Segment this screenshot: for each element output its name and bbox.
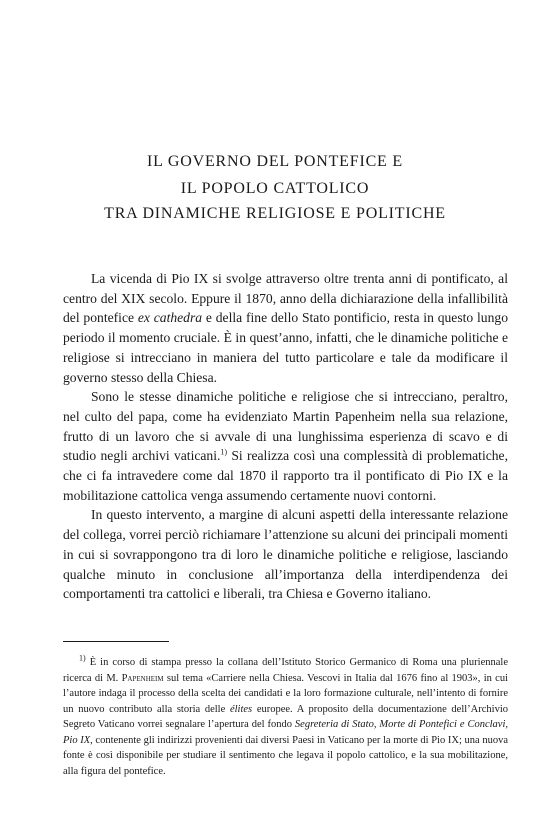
footnote-part-b: sul tema «Carriere nella Chiesa. Vescovi in Italia dal 1676 fino al 1903», in cui l’autore indaga il processo della scelta dei candidati e la loro formazione culturale, nell’intento di fornire un nuovo contributo alla storia delle — [63, 672, 509, 715]
footnote-part-a: È in corso di stampa presso la collana dell’Istituto Storico Germanico di Roma una pluriennale ricerca di M. — [63, 657, 508, 684]
footnote-part-f: , contenente gli indirizzi provenienti dai diversi Paesi in Vaticano per la morte di Pio IX; una nuova fonte è così disponibile per studiare il sentimento che legava il popolo cattolico, e la sua mobilitazione, alla figura del pontefice. — [63, 734, 508, 777]
footnote-italic-fondo: Segreteria di Stato, Morte di Pontefici e Conclavi, Pio IX — [63, 719, 508, 746]
title-line-2: IL POPOLO CATTOLICO — [180, 180, 370, 197]
footnote-part-d: europee. A proposito della documentazione dell’Archivio Segreto Vaticano vorrei segnalare l’apertura del fondo — [63, 703, 509, 730]
main-text — [63, 269, 508, 604]
title-line-3: TRA DINAMICHE RELIGIOSE E POLITICHE — [104, 205, 446, 222]
paragraph-2-part-a: Sono le stesse dinamiche politiche e religiose che si intrecciano, peraltro, nel culto del papa, come ha evidenziato Martin Papenheim nella sua relazione, frutto di un lavoro che si avvale di una lunghissima esperienza di scavo e di studio negli archivi vaticani. — [63, 389, 508, 464]
footnote — [63, 655, 508, 779]
paragraph-1-italic: ex cathedra — [137, 310, 203, 326]
paragraph-3: In questo intervento, a margine di alcuni aspetti della interessante relazione del collega, vorrei perciò richiamare l’attenzione su alcuni dei principali momenti in cui si sovrappongono tra di loro le dinamiche politiche e religiose, lasciando qualche minuto in conclusione all’importanza della interdipendenza dei comportamenti tra cattolici e liberali, tra Chiesa e Governo italiano. — [63, 507, 508, 602]
footnote-1 — [63, 655, 508, 779]
footnote-italic-elites: élites — [229, 703, 253, 715]
paragraph-1-part-c: e della fine dello Stato pontificio, resta in questo lungo periodo il momento cruciale. È in quest’anno, infatti, che le dinamiche politiche e religiose si intrecciano in maniera del tutto particolare e tale da modificare il governo stesso della Chiesa. — [63, 310, 508, 385]
paragraph-1 — [63, 269, 508, 387]
footnote-divider — [63, 641, 169, 642]
paragraph-2-part-b: Si realizza così una complessità di problematiche, che ci fa intravedere come dal 1870 il rapporto tra il pontificato di Pio IX e la mobilitazione cattolica venga assumendo certamente nuovi contorni. — [63, 448, 508, 503]
title-line-1: IL GOVERNO DEL PONTEFICE E — [146, 153, 404, 170]
footnote-reference[interactable]: 1) — [220, 447, 228, 457]
paragraph-2 — [63, 387, 508, 505]
footnote-author: Papenheim — [121, 672, 164, 684]
paragraph-1-part-a: La vicenda di Pio IX si svolge attraverso oltre trenta anni di pontificato, al centro del XIX secolo. Eppure il 1870, anno della dichiarazione della infallibilità del pontefice — [63, 271, 508, 326]
footnote-mark: 1) — [79, 653, 86, 663]
